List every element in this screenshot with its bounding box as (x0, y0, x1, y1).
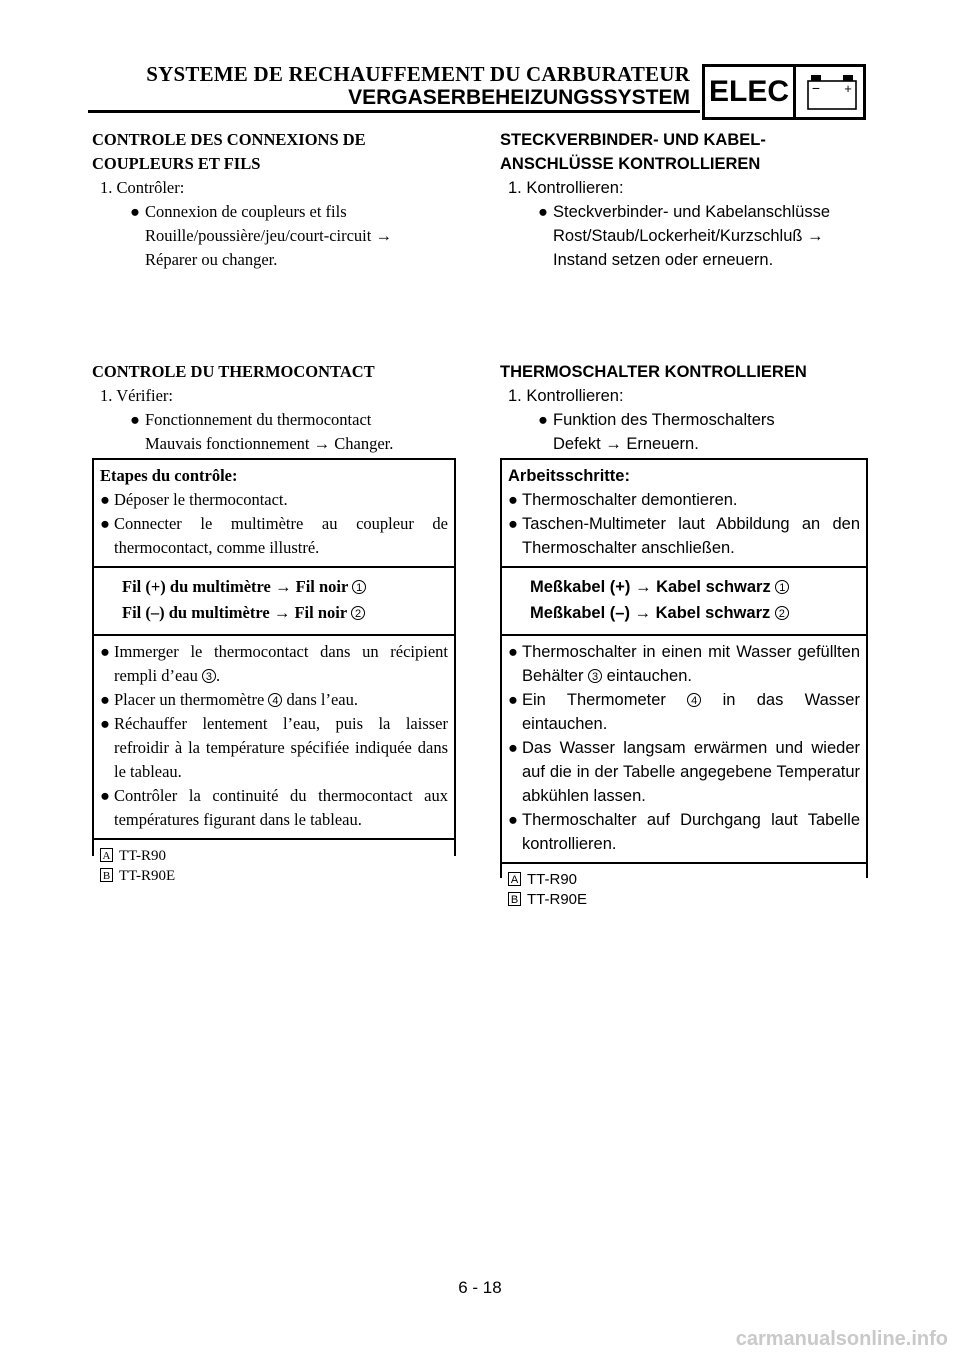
section-de-thermo (500, 360, 868, 456)
spec-fr-2: Fil (–) du multimètre → Fil noir (122, 603, 347, 622)
box-de-item-4: ● Ein Thermometer 4 in das Wasser eintauchen. (508, 691, 860, 733)
box-de-part-3 (502, 636, 866, 864)
callout-1-fr: 1 (352, 580, 366, 594)
battery-icon (796, 67, 863, 117)
box-fr-title: Etapes du contrôle: (100, 466, 238, 485)
note-fr-a: A TT-R90 (100, 846, 448, 866)
page-number: 6 - 18 (458, 1278, 502, 1297)
heading-de-connections-2: ANSCHLÜSSE KONTROLLIEREN (500, 155, 761, 173)
line-de-1b: Instand setzen oder erneuern. (553, 251, 774, 269)
battery-plus: + (844, 81, 852, 96)
box-de-item-5: ● Das Wasser langsam erwärmen und wieder auf die in der Tabelle angegebene Temperatur abkühlen lassen. (508, 739, 860, 805)
box-de-spec (502, 568, 866, 636)
procedure-box-de (500, 458, 868, 908)
box-fr-spec (94, 568, 454, 636)
heading-de-thermo: THERMOSCHALTER KONTROLLIEREN (500, 363, 807, 381)
box-de-title: Arbeitsschritte: (508, 467, 630, 485)
line-de-2a: Defekt → Erneuern. (553, 435, 699, 453)
box-de-item-2: ● Taschen-Multimeter laut Abbildung an den Thermoschalter anschließen. (508, 515, 860, 557)
step-de-1: 1. Kontrollieren: (508, 179, 624, 197)
callout-1-de: 1 (775, 580, 789, 594)
column-french (92, 128, 456, 884)
spec-fr-1: Fil (+) du multimètre → Fil noir (122, 577, 349, 596)
bullet-de-1: ● Steckverbinder- und Kabelanschlüsse (538, 203, 830, 221)
elec-label: ELEC (705, 67, 796, 117)
heading-fr-thermo: CONTROLE DU THERMOCONTACT (92, 362, 375, 381)
callout-3-fr: 3 (202, 669, 216, 683)
callout-2-fr: 2 (351, 606, 365, 620)
header-title-de: VERGASERBEHEIZUNGSSYSTEM (348, 86, 690, 109)
box-fr-notes (94, 840, 454, 892)
box-fr-item-2: ● Connecter le multimètre au coupleur de thermocontact, comme illustré. (100, 514, 448, 557)
box-de-item-3: ● Thermoschalter in einen mit Wasser gefüllten Behälter 3 eintauchen. (508, 643, 860, 685)
line-fr-2a: Mauvais fonctionnement → Changer. (145, 434, 394, 453)
line-fr-1b: Réparer ou changer. (145, 250, 278, 269)
header-title-fr: SYSTEME DE RECHAUFFEMENT DU CARBURATEUR (146, 62, 690, 86)
heading-de-connections-1: STECKVERBINDER- UND KABEL- (500, 131, 766, 149)
callout-3-de: 3 (588, 669, 602, 683)
elec-badge (702, 64, 866, 120)
box-fr-item-3: ● Immerger le thermocontact dans un récipient rempli d’eau 3 . (100, 642, 448, 685)
box-fr-item-6: ● Contrôler la continuité du thermocontact aux températures figurant dans le tableau. (100, 786, 448, 829)
column-german (500, 128, 868, 908)
section-fr-thermo (92, 360, 456, 456)
heading-fr-connections-2: COUPLEURS ET FILS (92, 154, 261, 173)
box-fr-item-4: ● Placer un thermomètre 4 dans l’eau. (100, 690, 359, 709)
watermark: carmanualsonline.info (735, 1328, 948, 1350)
battery-minus: − (811, 80, 821, 96)
box-fr-item-1: ● Déposer le thermocontact. (100, 490, 288, 509)
note-fr-b: B TT-R90E (100, 866, 448, 886)
note-de-b: B TT-R90E (508, 890, 860, 910)
callout-4-de: 4 (687, 693, 701, 707)
heading-fr-connections-1: CONTROLE DES CONNEXIONS DE (92, 130, 366, 149)
bullet-de-2: ● Funktion des Thermoschalters (538, 411, 775, 429)
bullet-fr-1: ● Connexion de coupleurs et fils (130, 202, 347, 221)
box-fr-part-3 (94, 636, 454, 840)
step-de-2: 1. Kontrollieren: (508, 387, 624, 405)
box-de-item-6: ● Thermoschalter auf Durchgang laut Tabelle kontrollieren. (508, 811, 860, 853)
procedure-box-fr (92, 458, 456, 884)
box-fr-part-1 (94, 460, 454, 568)
box-de-notes (502, 864, 866, 916)
step-fr-2: 1. Vérifier: (100, 386, 174, 405)
bullet-fr-2: ● Fonctionnement du thermocontact (130, 410, 372, 429)
box-fr-item-5: ● Réchauffer lentement l’eau, puis la laisser refroidir à la température spécifiée indiquée dans le tableau. (100, 714, 448, 781)
box-de-item-1: ● Thermoschalter demontieren. (508, 491, 738, 509)
line-de-1a: Rost/Staub/Lockerheit/Kurzschluß → (553, 227, 824, 245)
spec-de-2: Meßkabel (–) → Kabel schwarz (530, 604, 771, 622)
callout-4-fr: 4 (268, 693, 282, 707)
callout-2-de: 2 (775, 606, 789, 620)
note-de-a: A TT-R90 (508, 870, 860, 890)
step-fr-1: 1. Contrôler: (100, 178, 185, 197)
header-rule (88, 110, 700, 113)
spec-de-1: Meßkabel (+) → Kabel schwarz (530, 578, 771, 596)
box-de-part-1 (502, 460, 866, 568)
line-fr-1a: Rouille/poussière/jeu/court-circuit → (145, 226, 392, 245)
